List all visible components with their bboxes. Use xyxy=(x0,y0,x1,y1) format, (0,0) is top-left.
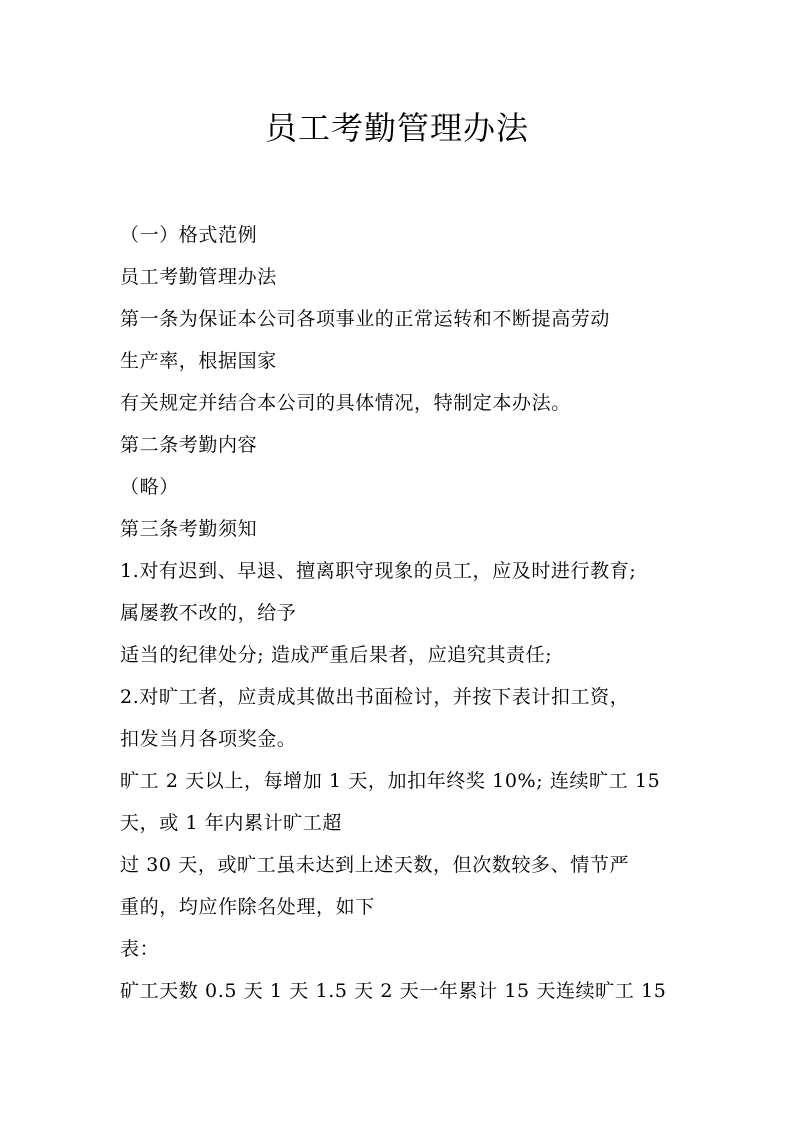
absence-rule-line-3: 过 30 天，或旷工虽未达到上述天数，但次数较多、情节严 xyxy=(120,854,630,876)
article-1-line-3: 有关规定并结合本公司的具体情况，特制定本办法。 xyxy=(120,392,571,414)
table-intro-line: 表： xyxy=(120,938,160,960)
article-3-heading: 第三条考勤须知 xyxy=(120,518,258,540)
subtitle-line: 员工考勤管理办法 xyxy=(120,266,277,288)
article-1-line-2: 生产率，根据国家 xyxy=(120,350,277,372)
article-2-heading: 第二条考勤内容 xyxy=(120,434,258,456)
absence-rule-line-1: 旷工 2 天以上，每增加 1 天，加扣年终奖 10%; 连续旷工 15 xyxy=(120,770,661,792)
article-3-item-1-line-2: 属屡教不改的，给予 xyxy=(120,602,297,624)
article-3-item-2-line-1: 2.对旷工者，应责成其做出书面检讨，并按下表计扣工资， xyxy=(120,686,630,708)
article-3-item-1-line-3: 适当的纪律处分; 造成严重后果者，应追究其责任; xyxy=(120,644,553,666)
table-header-line: 矿工天数 0.5 天 1 天 1.5 天 2 天一年累计 15 天连续旷工 15 xyxy=(120,980,667,1002)
document-body xyxy=(120,214,680,1012)
absence-rule-line-4: 重的，均应作除名处理，如下 xyxy=(120,896,375,918)
article-3-item-1-line-1: 1.对有迟到、早退、擅离职守现象的员工，应及时进行教育; xyxy=(120,560,637,582)
article-3-item-2-line-2: 扣发当月各项奖金。 xyxy=(120,728,297,750)
document-title: 员工考勤管理办法 xyxy=(264,109,529,147)
section-heading-format-example: （一）格式范例 xyxy=(120,224,258,246)
article-2-omitted: （略） xyxy=(120,476,179,498)
article-1-line-1: 第一条为保证本公司各项事业的正常运转和不断提高劳动 xyxy=(120,308,611,330)
absence-rule-line-2: 天，或 1 年内累计旷工超 xyxy=(120,812,342,834)
